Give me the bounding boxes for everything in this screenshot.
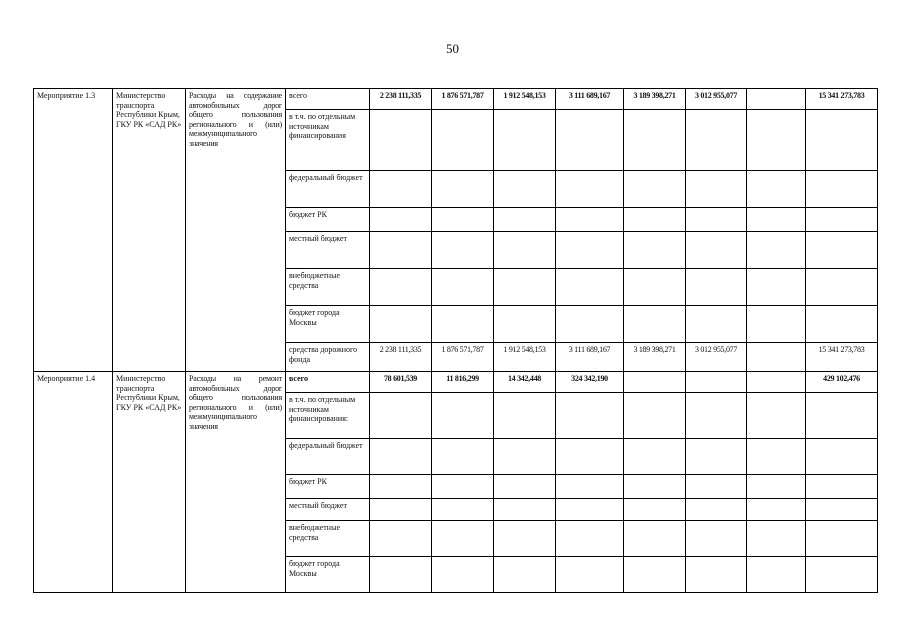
table-row [34,89,878,110]
amount-cell: 14 342,448 [494,372,556,393]
measure-id: Мероприятие 1.4 [34,372,113,593]
amount-cell [556,439,624,475]
funding-source-label: всего [286,372,370,393]
funding-source-label: местный бюджет [286,232,370,269]
amount-cell [624,557,686,593]
amount-cell [370,439,432,475]
amount-cell [624,110,686,171]
amount-cell [432,269,494,306]
amount-cell [494,557,556,593]
amount-cell: 1 912 548,153 [494,343,556,372]
amount-cell [624,372,686,393]
measure-id: Мероприятие 1.3 [34,89,113,372]
funding-source-label: местный бюджет [286,499,370,521]
funding-source-label: бюджет РК [286,208,370,232]
funding-source-label: бюджет города Москвы [286,306,370,343]
amount-cell: 429 102,476 [806,372,878,393]
amount-cell [747,475,806,499]
amount-cell [370,208,432,232]
amount-cell [624,393,686,439]
amount-cell [806,232,878,269]
amount-cell [556,232,624,269]
page-number: 50 [446,41,459,56]
amount-cell [432,475,494,499]
amount-cell [806,475,878,499]
amount-cell [494,306,556,343]
responsible-agency: Министерство транспорта Республики Крым, ГКУ РК «САД РК» [113,89,186,372]
funding-source-label: федеральный бюджет [286,439,370,475]
amount-cell [432,110,494,171]
amount-cell [806,393,878,439]
amount-cell [686,557,747,593]
funding-source-label: федеральный бюджет [286,171,370,208]
amount-cell [806,208,878,232]
amount-cell [686,521,747,557]
amount-cell [556,521,624,557]
amount-cell [686,232,747,269]
funding-source-label: бюджет РК [286,475,370,499]
amount-cell [747,557,806,593]
amount-cell [624,306,686,343]
responsible-agency: Министерство транспорта Республики Крым, ГКУ РК «САД РК» [113,372,186,593]
funding-source-label: средства дорожного фонда [286,343,370,372]
amount-cell [806,306,878,343]
amount-cell [747,499,806,521]
amount-cell: 1 912 548,153 [494,89,556,110]
amount-cell [556,171,624,208]
amount-cell [747,343,806,372]
amount-cell [806,521,878,557]
amount-cell [494,393,556,439]
amount-cell [686,393,747,439]
amount-cell [686,439,747,475]
amount-cell [370,521,432,557]
amount-cell: 1 876 571,787 [432,89,494,110]
funding-source-label: всего [286,89,370,110]
amount-cell: 1 876 571,787 [432,343,494,372]
amount-cell: 3 111 689,167 [556,343,624,372]
amount-cell [494,499,556,521]
amount-cell [806,171,878,208]
amount-cell [806,269,878,306]
amount-cell: 3 111 689,167 [556,89,624,110]
amount-cell [370,499,432,521]
funding-source-label: внебюджетные средства [286,521,370,557]
amount-cell [370,232,432,269]
amount-cell [747,372,806,393]
amount-cell [747,89,806,110]
amount-cell [370,475,432,499]
amount-cell [806,557,878,593]
amount-cell: 15 341 273,783 [806,89,878,110]
amount-cell [494,439,556,475]
amount-cell [494,521,556,557]
amount-cell [432,208,494,232]
amount-cell: 2 238 111,335 [370,343,432,372]
amount-cell [432,306,494,343]
amount-cell [686,110,747,171]
amount-cell [747,171,806,208]
amount-cell [556,557,624,593]
amount-cell: 15 341 273,783 [806,343,878,372]
amount-cell [370,393,432,439]
funding-source-label: бюджет города Москвы [286,557,370,593]
funding-source-label: в т.ч. по отдельным источникам финансирования [286,110,370,171]
funding-source-label: внебюджетные средства [286,269,370,306]
amount-cell: 324 342,190 [556,372,624,393]
amount-cell [806,499,878,521]
amount-cell: 11 816,299 [432,372,494,393]
amount-cell [624,208,686,232]
amount-cell [624,521,686,557]
amount-cell [747,439,806,475]
measure-description: Расходы на ремонт автомобильных дорог общего пользования регионального и (или) межмуниципального значения [186,372,286,593]
amount-cell [747,269,806,306]
amount-cell: 3 012 955,077 [686,343,747,372]
amount-cell [747,110,806,171]
amount-cell [624,269,686,306]
amount-cell [556,393,624,439]
amount-cell [432,521,494,557]
amount-cell [686,475,747,499]
table-row [34,372,878,393]
amount-cell [432,439,494,475]
amount-cell [556,110,624,171]
amount-cell [806,439,878,475]
amount-cell [624,171,686,208]
amount-cell [624,232,686,269]
amount-cell: 2 238 111,335 [370,89,432,110]
amount-cell [624,439,686,475]
amount-cell [624,499,686,521]
amount-cell [747,306,806,343]
amount-cell [686,499,747,521]
amount-cell: 78 601,539 [370,372,432,393]
amount-cell: 3 189 398,271 [624,89,686,110]
amount-cell [686,208,747,232]
amount-cell [556,499,624,521]
amount-cell [432,232,494,269]
amount-cell [686,269,747,306]
amount-cell [747,393,806,439]
budget-table [33,88,878,593]
amount-cell [747,521,806,557]
amount-cell [370,171,432,208]
amount-cell: 3 189 398,271 [624,343,686,372]
amount-cell [556,269,624,306]
amount-cell [747,232,806,269]
amount-cell [494,110,556,171]
amount-cell [494,475,556,499]
amount-cell [686,372,747,393]
amount-cell [494,269,556,306]
amount-cell [556,475,624,499]
amount-cell [624,475,686,499]
amount-cell [432,499,494,521]
amount-cell [432,171,494,208]
amount-cell [370,557,432,593]
amount-cell [432,557,494,593]
amount-cell [370,306,432,343]
amount-cell [747,208,806,232]
funding-source-label: в т.ч. по отдельным источникам финансирования: [286,393,370,439]
amount-cell [556,208,624,232]
amount-cell [686,171,747,208]
measure-description: Расходы на содержание автомобильных дорог общего пользования регионального и (или) межмуниципального значения [186,89,286,372]
amount-cell [806,110,878,171]
amount-cell [494,208,556,232]
amount-cell [494,232,556,269]
amount-cell [556,306,624,343]
amount-cell: 3 012 955,077 [686,89,747,110]
amount-cell [370,269,432,306]
amount-cell [432,393,494,439]
amount-cell [494,171,556,208]
amount-cell [686,306,747,343]
amount-cell [370,110,432,171]
